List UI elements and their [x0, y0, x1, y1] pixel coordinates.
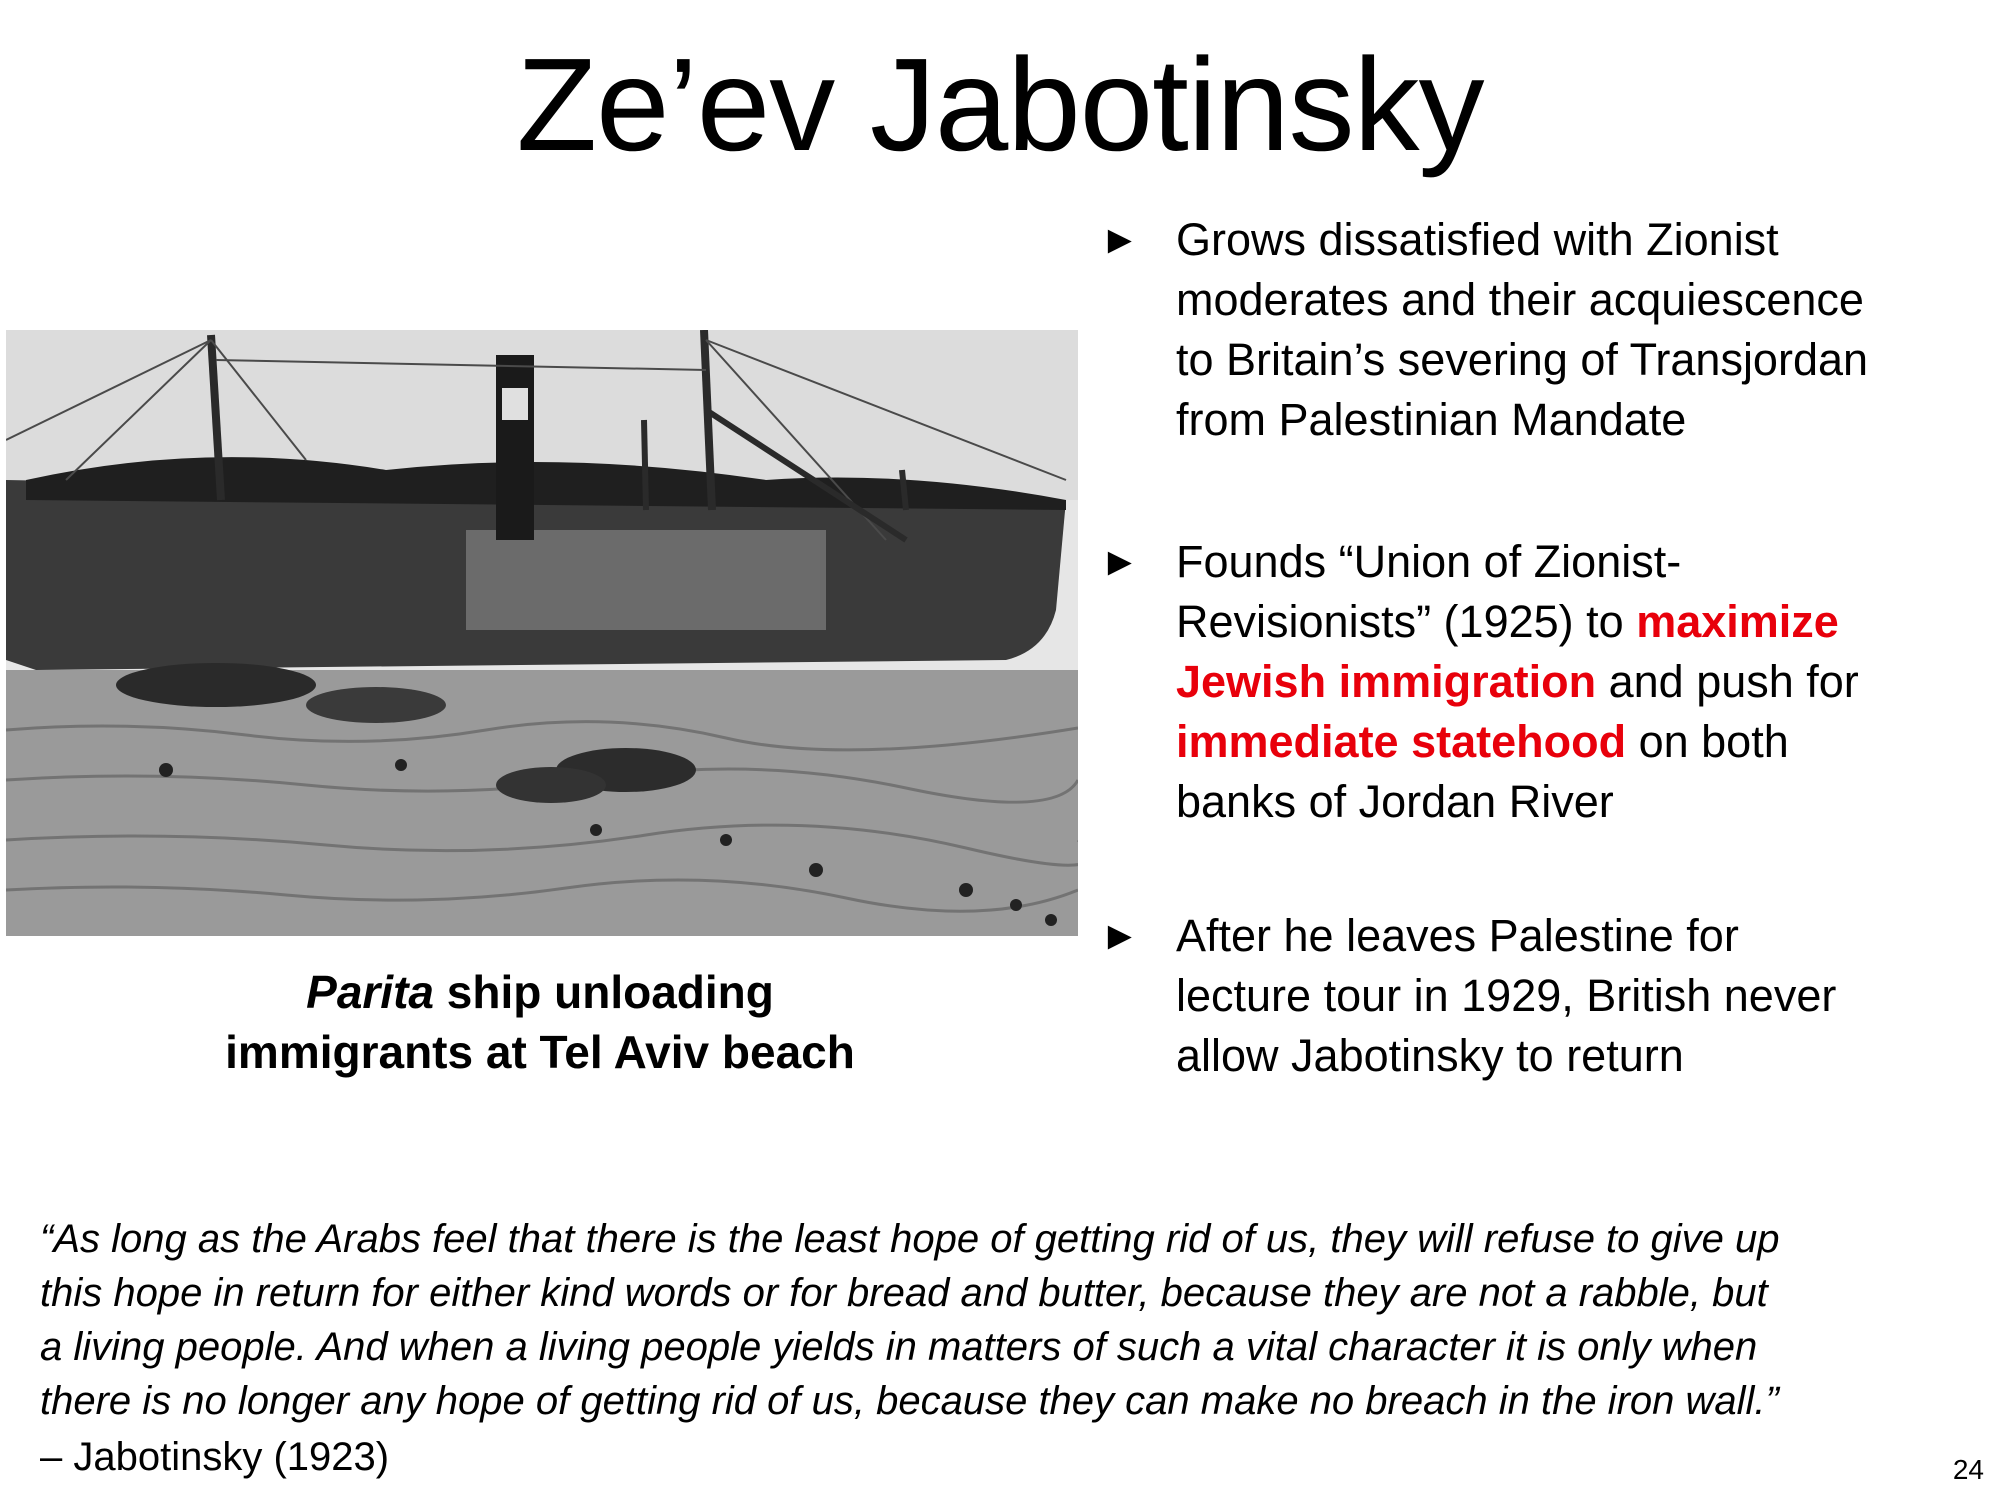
- highlight-immediate-statehood: immediate statehood: [1176, 716, 1627, 767]
- parita-ship-photo: [6, 330, 1078, 936]
- caption-line-1: [120, 962, 960, 1022]
- highlight-maximize: maximize: [1636, 596, 1839, 647]
- photo-caption: [120, 962, 960, 1082]
- bullet-line: [1176, 712, 1859, 772]
- quote-line: this hope in return for either kind words or for bread and butter, because they are not a rabble, but: [40, 1271, 1768, 1315]
- quote-line: a living people. And when a living people yields in matters of such a vital character it is only when: [40, 1325, 1758, 1369]
- bullet-line: allow Jabotinsky to return: [1176, 1030, 1684, 1081]
- ship-illustration: [6, 330, 1078, 936]
- bullet-text: and push for: [1596, 656, 1859, 707]
- bullet-line: moderates and their acquiescence: [1176, 274, 1864, 325]
- quote-line: there is no longer any hope of getting rid of us, because they can make no breach in the iron wall.”: [40, 1379, 1779, 1423]
- bullet-line: from Palestinian Mandate: [1176, 394, 1687, 445]
- bullet-line: [1176, 592, 1859, 652]
- page-number: 24: [1952, 1454, 1984, 1485]
- bullet-line: lecture tour in 1929, British never: [1176, 970, 1837, 1021]
- bullet-arrow-icon: ►: [1100, 914, 1140, 958]
- bullet-text: on both: [1626, 716, 1789, 767]
- caption-line-1-rest: ship unloading: [434, 966, 774, 1018]
- jabotinsky-quote: [40, 1212, 1990, 1428]
- quote-line: “As long as the Arabs feel that there is the least hope of getting rid of us, they will refuse to give up: [40, 1217, 1780, 1261]
- caption-line-2: immigrants at Tel Aviv beach: [225, 1026, 855, 1078]
- bullet-line: banks of Jordan River: [1176, 776, 1614, 827]
- bullet-item-dissatisfied: [1100, 210, 1868, 450]
- quote-attribution: – Jabotinsky (1923): [40, 1435, 390, 1479]
- bullet-text: Revisionists” (1925) to: [1176, 596, 1637, 647]
- bullet-line: [1176, 652, 1859, 712]
- bullet-item-leaves-palestine: [1100, 906, 1836, 1086]
- bullet-arrow-icon: ►: [1100, 540, 1140, 584]
- bullet-line: Grows dissatisfied with Zionist: [1176, 214, 1779, 265]
- slide-title: Ze’ev Jabotinsky: [516, 31, 1484, 178]
- bullet-line: Founds “Union of Zionist-: [1176, 536, 1682, 587]
- bullet-line: to Britain’s severing of Transjordan: [1176, 334, 1869, 385]
- bullet-item-founds-union: [1100, 532, 1859, 832]
- bullet-arrow-icon: ►: [1100, 218, 1140, 262]
- caption-ship-name: Parita: [306, 966, 434, 1018]
- bullet-line: After he leaves Palestine for: [1176, 910, 1739, 961]
- highlight-jewish-immigration: Jewish immigration: [1176, 656, 1597, 707]
